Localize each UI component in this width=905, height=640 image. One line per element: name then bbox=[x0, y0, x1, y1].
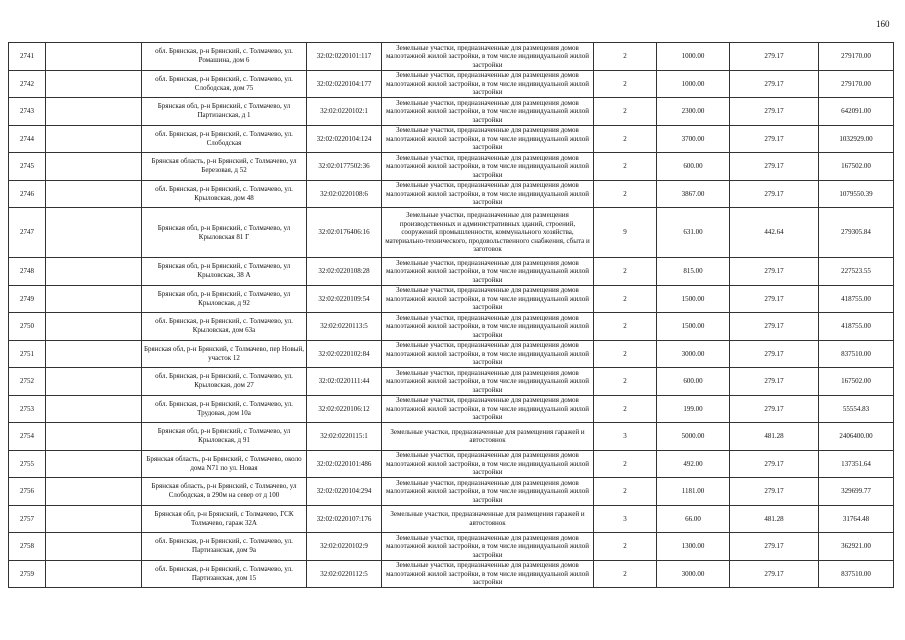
address-cell: Брянская обл, р-н Брянский, с Толмачево, пер Новый, участок 12 bbox=[142, 340, 307, 368]
blank-cell bbox=[46, 560, 142, 588]
cadastral-value-cell: 418755.00 bbox=[819, 313, 894, 341]
use-group-cell: 2 bbox=[594, 98, 657, 126]
use-group-cell: 2 bbox=[594, 285, 657, 313]
specific-value-cell: 481.28 bbox=[730, 505, 819, 533]
blank-cell bbox=[46, 505, 142, 533]
cadastral-value-cell: 137351.64 bbox=[819, 450, 894, 478]
specific-value-cell: 279.17 bbox=[730, 368, 819, 396]
area-cell: 600.00 bbox=[657, 153, 730, 181]
area-cell: 3000.00 bbox=[657, 340, 730, 368]
land-use-cell: Земельные участки, предназначенные для размещения домов малоэтажной жилой застройки, в том числе индивидуальной жилой застройки bbox=[382, 153, 594, 181]
row-number-cell: 2751 bbox=[9, 340, 46, 368]
address-cell: обл. Брянская, р-н Брянский, с. Толмачево, ул. Слободская bbox=[142, 125, 307, 153]
area-cell: 631.00 bbox=[657, 208, 730, 258]
table-row bbox=[9, 478, 894, 506]
table-row bbox=[9, 125, 894, 153]
blank-cell bbox=[46, 153, 142, 181]
blank-cell bbox=[46, 43, 142, 71]
specific-value-cell: 279.17 bbox=[730, 313, 819, 341]
use-group-cell: 2 bbox=[594, 368, 657, 396]
row-number-cell: 2747 bbox=[9, 208, 46, 258]
row-number-cell: 2757 bbox=[9, 505, 46, 533]
address-cell: обл. Брянская, р-н Брянский, с. Толмачево, ул. Крыловская, дом 27 bbox=[142, 368, 307, 396]
area-cell: 1300.00 bbox=[657, 533, 730, 561]
use-group-cell: 2 bbox=[594, 153, 657, 181]
land-use-cell: Земельные участки, предназначенные для размещения домов малоэтажной жилой застройки, в том числе индивидуальной жилой застройки bbox=[382, 98, 594, 126]
blank-cell bbox=[46, 478, 142, 506]
blank-cell bbox=[46, 258, 142, 286]
land-use-cell: Земельные участки, предназначенные для размещения домов малоэтажной жилой застройки, в том числе индивидуальной жилой застройки bbox=[382, 340, 594, 368]
cadastral-value-cell: 837510.00 bbox=[819, 560, 894, 588]
cadastral-value-table bbox=[8, 42, 894, 588]
cadastral-number-cell: 32:02:0220108:28 bbox=[307, 258, 382, 286]
cadastral-value-cell: 279305.84 bbox=[819, 208, 894, 258]
address-cell: Брянская область, р-н Брянский, с Толмачево, около дома N71 по ул. Новая bbox=[142, 450, 307, 478]
area-cell: 199.00 bbox=[657, 395, 730, 423]
cadastral-number-cell: 32:02:0220113:5 bbox=[307, 313, 382, 341]
specific-value-cell: 481.28 bbox=[730, 423, 819, 451]
land-use-cell: Земельные участки, предназначенные для размещения домов малоэтажной жилой застройки, в том числе индивидуальной жилой застройки bbox=[382, 43, 594, 71]
row-number-cell: 2752 bbox=[9, 368, 46, 396]
specific-value-cell: 279.17 bbox=[730, 98, 819, 126]
table-row bbox=[9, 450, 894, 478]
area-cell: 815.00 bbox=[657, 258, 730, 286]
blank-cell bbox=[46, 533, 142, 561]
address-cell: Брянская обл, р-н Брянский, с Толмачево, ул Крыловская, д 91 bbox=[142, 423, 307, 451]
table-row bbox=[9, 533, 894, 561]
address-cell: обл. Брянская, р-н Брянский, с. Толмачево, ул. Слободская, дом 75 bbox=[142, 70, 307, 98]
cadastral-number-cell: 32:02:0220104:177 bbox=[307, 70, 382, 98]
address-cell: Брянская обл, р-н Брянский, с Толмачево, ул Крыловская 81 Г bbox=[142, 208, 307, 258]
blank-cell bbox=[46, 313, 142, 341]
page-number: 160 bbox=[876, 19, 890, 29]
area-cell: 1000.00 bbox=[657, 70, 730, 98]
land-use-cell: Земельные участки, предназначенные для размещения домов малоэтажной жилой застройки, в том числе индивидуальной жилой застройки bbox=[382, 180, 594, 208]
table-row bbox=[9, 560, 894, 588]
cadastral-number-cell: 32:02:0220104:124 bbox=[307, 125, 382, 153]
table-row bbox=[9, 153, 894, 181]
use-group-cell: 2 bbox=[594, 478, 657, 506]
specific-value-cell: 279.17 bbox=[730, 153, 819, 181]
specific-value-cell: 279.17 bbox=[730, 478, 819, 506]
address-cell: обл. Брянская, р-н Брянский, с. Толмачево, ул. Партизанская, дом 9а bbox=[142, 533, 307, 561]
area-cell: 3867.00 bbox=[657, 180, 730, 208]
land-use-cell: Земельные участки, предназначенные для размещения домов малоэтажной жилой застройки, в том числе индивидуальной жилой застройки bbox=[382, 125, 594, 153]
row-number-cell: 2746 bbox=[9, 180, 46, 208]
specific-value-cell: 279.17 bbox=[730, 560, 819, 588]
blank-cell bbox=[46, 180, 142, 208]
area-cell: 5000.00 bbox=[657, 423, 730, 451]
area-cell: 1181.00 bbox=[657, 478, 730, 506]
address-cell: Брянская обл, р-н Брянский, с Толмачево, ГСК Толмачево, гараж 32А bbox=[142, 505, 307, 533]
row-number-cell: 2741 bbox=[9, 43, 46, 71]
land-use-cell: Земельные участки, предназначенные для размещения домов малоэтажной жилой застройки, в том числе индивидуальной жилой застройки bbox=[382, 450, 594, 478]
cadastral-value-cell: 279170.00 bbox=[819, 70, 894, 98]
use-group-cell: 2 bbox=[594, 180, 657, 208]
land-use-cell: Земельные участки, предназначенные для размещения домов малоэтажной жилой застройки, в том числе индивидуальной жилой застройки bbox=[382, 560, 594, 588]
address-cell: обл. Брянская, р-н Брянский, с. Толмачево, ул. Трудовая, дом 10а bbox=[142, 395, 307, 423]
cadastral-number-cell: 32:02:0220112:5 bbox=[307, 560, 382, 588]
blank-cell bbox=[46, 450, 142, 478]
use-group-cell: 2 bbox=[594, 313, 657, 341]
table-row bbox=[9, 258, 894, 286]
specific-value-cell: 279.17 bbox=[730, 70, 819, 98]
cadastral-number-cell: 32:02:0177502:36 bbox=[307, 153, 382, 181]
cadastral-value-cell: 837510.00 bbox=[819, 340, 894, 368]
cadastral-number-cell: 32:02:0220108:6 bbox=[307, 180, 382, 208]
area-cell: 600.00 bbox=[657, 368, 730, 396]
row-number-cell: 2744 bbox=[9, 125, 46, 153]
specific-value-cell: 279.17 bbox=[730, 285, 819, 313]
cadastral-number-cell: 32:02:0220102:9 bbox=[307, 533, 382, 561]
table-row bbox=[9, 505, 894, 533]
cadastral-value-cell: 642091.00 bbox=[819, 98, 894, 126]
use-group-cell: 2 bbox=[594, 395, 657, 423]
land-use-cell: Земельные участки, предназначенные для размещения домов малоэтажной жилой застройки, в том числе индивидуальной жилой застройки bbox=[382, 368, 594, 396]
land-use-cell: Земельные участки, предназначенные для размещения гаражей и автостоянок bbox=[382, 423, 594, 451]
blank-cell bbox=[46, 340, 142, 368]
cadastral-value-cell: 55554.83 bbox=[819, 395, 894, 423]
blank-cell bbox=[46, 395, 142, 423]
land-use-cell: Земельные участки, предназначенные для размещения домов малоэтажной жилой застройки, в том числе индивидуальной жилой застройки bbox=[382, 285, 594, 313]
area-cell: 3000.00 bbox=[657, 560, 730, 588]
specific-value-cell: 279.17 bbox=[730, 450, 819, 478]
row-number-cell: 2745 bbox=[9, 153, 46, 181]
address-cell: Брянская обл, р-н Брянский, с Толмачево, ул Крыловская, д 92 bbox=[142, 285, 307, 313]
use-group-cell: 2 bbox=[594, 340, 657, 368]
land-use-cell: Земельные участки, предназначенные для размещения домов малоэтажной жилой застройки, в том числе индивидуальной жилой застройки bbox=[382, 258, 594, 286]
cadastral-number-cell: 32:02:0220102:84 bbox=[307, 340, 382, 368]
use-group-cell: 3 bbox=[594, 505, 657, 533]
area-cell: 1500.00 bbox=[657, 313, 730, 341]
cadastral-value-cell: 167502.00 bbox=[819, 153, 894, 181]
address-cell: Брянская обл, р-н Брянский, с Толмачево, ул Партизанская, д 1 bbox=[142, 98, 307, 126]
table-row bbox=[9, 43, 894, 71]
cadastral-value-cell: 418755.00 bbox=[819, 285, 894, 313]
specific-value-cell: 279.17 bbox=[730, 43, 819, 71]
cadastral-value-cell: 167502.00 bbox=[819, 368, 894, 396]
land-use-cell: Земельные участки, предназначенные для размещения домов малоэтажной жилой застройки, в том числе индивидуальной жилой застройки bbox=[382, 533, 594, 561]
row-number-cell: 2753 bbox=[9, 395, 46, 423]
land-use-cell: Земельные участки, предназначенные для размещения гаражей и автостоянок bbox=[382, 505, 594, 533]
cadastral-value-cell: 329699.77 bbox=[819, 478, 894, 506]
cadastral-number-cell: 32:02:0220106:12 bbox=[307, 395, 382, 423]
area-cell: 492.00 bbox=[657, 450, 730, 478]
use-group-cell: 2 bbox=[594, 43, 657, 71]
land-use-cell: Земельные участки, предназначенные для размещения домов малоэтажной жилой застройки, в том числе индивидуальной жилой застройки bbox=[382, 70, 594, 98]
specific-value-cell: 279.17 bbox=[730, 395, 819, 423]
table-row bbox=[9, 395, 894, 423]
use-group-cell: 2 bbox=[594, 125, 657, 153]
specific-value-cell: 279.17 bbox=[730, 533, 819, 561]
row-number-cell: 2755 bbox=[9, 450, 46, 478]
use-group-cell: 2 bbox=[594, 560, 657, 588]
table-row bbox=[9, 313, 894, 341]
land-use-cell: Земельные участки, предназначенные для размещения производственных и административных зданий, строений, сооружений промышленности, коммунального хозяйства, материально-технического, продовольственного снабжения, сбыта и заготовок bbox=[382, 208, 594, 258]
row-number-cell: 2748 bbox=[9, 258, 46, 286]
cadastral-number-cell: 32:02:0220111:44 bbox=[307, 368, 382, 396]
cadastral-number-cell: 32:02:0220107:176 bbox=[307, 505, 382, 533]
land-use-cell: Земельные участки, предназначенные для размещения домов малоэтажной жилой застройки, в том числе индивидуальной жилой застройки bbox=[382, 313, 594, 341]
land-use-cell: Земельные участки, предназначенные для размещения домов малоэтажной жилой застройки, в том числе индивидуальной жилой застройки bbox=[382, 395, 594, 423]
blank-cell bbox=[46, 125, 142, 153]
address-cell: обл. Брянская, р-н Брянский, с. Толмачево, ул. Ромашина, дом 6 bbox=[142, 43, 307, 71]
cadastral-number-cell: 32:02:0220109:54 bbox=[307, 285, 382, 313]
table-row bbox=[9, 208, 894, 258]
table-row bbox=[9, 98, 894, 126]
land-use-cell: Земельные участки, предназначенные для размещения домов малоэтажной жилой застройки, в том числе индивидуальной жилой застройки bbox=[382, 478, 594, 506]
row-number-cell: 2743 bbox=[9, 98, 46, 126]
cadastral-number-cell: 32:02:0220101:117 bbox=[307, 43, 382, 71]
table-row bbox=[9, 423, 894, 451]
cadastral-value-cell: 2406400.00 bbox=[819, 423, 894, 451]
cadastral-value-cell: 362921.00 bbox=[819, 533, 894, 561]
specific-value-cell: 279.17 bbox=[730, 340, 819, 368]
use-group-cell: 2 bbox=[594, 258, 657, 286]
cadastral-value-cell: 279170.00 bbox=[819, 43, 894, 71]
cadastral-number-cell: 32:02:0220104:294 bbox=[307, 478, 382, 506]
use-group-cell: 3 bbox=[594, 423, 657, 451]
area-cell: 66.00 bbox=[657, 505, 730, 533]
table-row bbox=[9, 70, 894, 98]
cadastral-number-cell: 32:02:0220115:1 bbox=[307, 423, 382, 451]
blank-cell bbox=[46, 368, 142, 396]
blank-cell bbox=[46, 70, 142, 98]
blank-cell bbox=[46, 208, 142, 258]
use-group-cell: 2 bbox=[594, 70, 657, 98]
specific-value-cell: 279.17 bbox=[730, 125, 819, 153]
use-group-cell: 9 bbox=[594, 208, 657, 258]
specific-value-cell: 442.64 bbox=[730, 208, 819, 258]
address-cell: Брянская область, р-н Брянский, с Толмачево, ул Слободская, в 290м на север от д 100 bbox=[142, 478, 307, 506]
cadastral-number-cell: 32:02:0220102:1 bbox=[307, 98, 382, 126]
cadastral-value-cell: 31764.48 bbox=[819, 505, 894, 533]
address-cell: обл. Брянская, р-н Брянский, с. Толмачево, ул. Партизанская, дом 15 bbox=[142, 560, 307, 588]
cadastral-value-cell: 227523.55 bbox=[819, 258, 894, 286]
row-number-cell: 2749 bbox=[9, 285, 46, 313]
row-number-cell: 2759 bbox=[9, 560, 46, 588]
area-cell: 3700.00 bbox=[657, 125, 730, 153]
row-number-cell: 2742 bbox=[9, 70, 46, 98]
blank-cell bbox=[46, 98, 142, 126]
cadastral-number-cell: 32:02:0220101:486 bbox=[307, 450, 382, 478]
area-cell: 1500.00 bbox=[657, 285, 730, 313]
table-row bbox=[9, 368, 894, 396]
blank-cell bbox=[46, 423, 142, 451]
cadastral-value-cell: 1079550.39 bbox=[819, 180, 894, 208]
area-cell: 1000.00 bbox=[657, 43, 730, 71]
table-row bbox=[9, 180, 894, 208]
area-cell: 2300.00 bbox=[657, 98, 730, 126]
table-row bbox=[9, 340, 894, 368]
use-group-cell: 2 bbox=[594, 533, 657, 561]
specific-value-cell: 279.17 bbox=[730, 258, 819, 286]
row-number-cell: 2756 bbox=[9, 478, 46, 506]
address-cell: Брянская область, р-н Брянский, с Толмачево, ул Березовая, д 52 bbox=[142, 153, 307, 181]
address-cell: обл. Брянская, р-н Брянский, с. Толмачево, ул. Крыловская, дом 63а bbox=[142, 313, 307, 341]
cadastral-number-cell: 32:02:0176406:16 bbox=[307, 208, 382, 258]
row-number-cell: 2754 bbox=[9, 423, 46, 451]
address-cell: Брянская обл, р-н Брянский, с Толмачево, ул Крыловская, 38 А bbox=[142, 258, 307, 286]
row-number-cell: 2750 bbox=[9, 313, 46, 341]
cadastral-value-cell: 1032929.00 bbox=[819, 125, 894, 153]
address-cell: обл. Брянская, р-н Брянский, с. Толмачево, ул. Крыловская, дом 48 bbox=[142, 180, 307, 208]
table-row bbox=[9, 285, 894, 313]
row-number-cell: 2758 bbox=[9, 533, 46, 561]
specific-value-cell: 279.17 bbox=[730, 180, 819, 208]
use-group-cell: 2 bbox=[594, 450, 657, 478]
blank-cell bbox=[46, 285, 142, 313]
